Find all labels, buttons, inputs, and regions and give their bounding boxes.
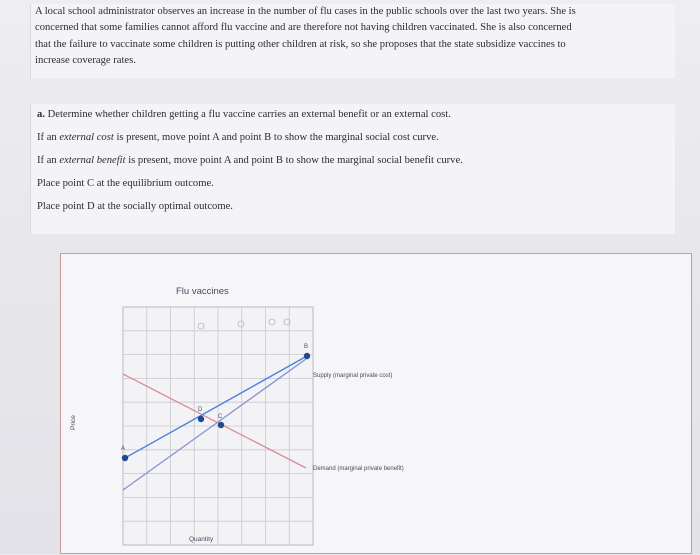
demand-label: Demand (marginal private benefit) <box>313 466 404 472</box>
benefit-prefix: If an <box>37 155 60 166</box>
benefit-instruction <box>37 154 669 168</box>
point-a-label: A <box>121 446 126 452</box>
intro-line-1: A local school administrator observes an increase in the number of flu cases in the public schools over the last two years. She is <box>35 6 576 17</box>
point-c-marker[interactable] <box>218 422 224 428</box>
cost-emphasis: external cost <box>59 132 114 143</box>
question-block <box>30 104 675 234</box>
y-axis-label: Price <box>70 415 77 430</box>
part-label: a. <box>37 109 45 120</box>
supply-label: Supply (marginal private cost) <box>313 373 393 379</box>
cost-instruction <box>37 131 669 145</box>
intro-line-4: increase coverage rates. <box>35 55 136 67</box>
graph-title: Flu vaccines <box>176 286 229 297</box>
cost-suffix: is present, move point A and point B to show the marginal social cost curve. <box>113 132 439 143</box>
point-c-label: C <box>218 414 223 420</box>
place-c-instruction: Place point C at the equilibrium outcome. <box>37 178 214 189</box>
cost-prefix: If an <box>37 132 60 143</box>
place-d-instruction: Place point D at the socially optimal outcome. <box>37 201 233 212</box>
problem-intro <box>30 4 675 78</box>
benefit-suffix: is present, move point A and point B to show the marginal social benefit curve. <box>125 155 463 166</box>
question-part-a <box>37 108 669 122</box>
point-b-marker[interactable] <box>304 353 310 359</box>
point-b-label: B <box>304 344 309 350</box>
point-a-marker[interactable] <box>122 455 128 461</box>
part-text: Determine whether children getting a flu vaccine carries an external benefit or an external cost. <box>47 109 451 120</box>
benefit-emphasis: external benefit <box>59 155 126 166</box>
x-axis-label: Quantity <box>189 536 214 543</box>
intro-line-2: concerned that some families cannot afford flu vaccine and are therefore not having children vaccinated. She is also concerned <box>35 22 572 34</box>
flu-vaccine-graph[interactable] <box>61 254 693 555</box>
intro-line-3: that the failure to vaccinate some children is putting other children at risk, so she proposes that the state subsidize vaccines to <box>35 38 566 50</box>
graph-panel[interactable] <box>60 253 692 554</box>
point-d-label: D <box>198 407 203 413</box>
point-d-marker[interactable] <box>198 416 204 422</box>
